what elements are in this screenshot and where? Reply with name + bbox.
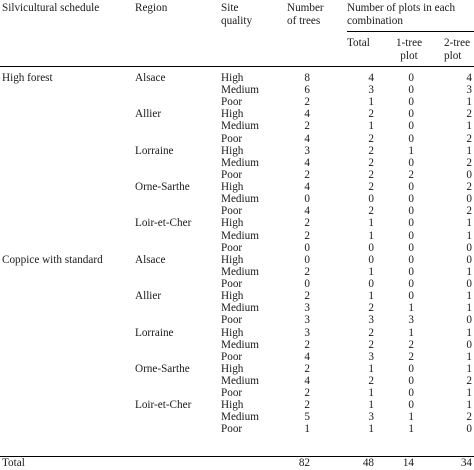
cell-plots-total: 2	[368, 375, 374, 387]
cell-two-tree: 2	[466, 375, 472, 387]
cell-trees: 2	[304, 168, 310, 181]
cell-two-tree: 2	[466, 132, 472, 145]
cell-site-quality: Medium	[221, 84, 259, 97]
cell-one-tree: 0	[408, 72, 414, 84]
cell-site-quality: High	[221, 399, 244, 412]
header-sub-one-line2: plot	[400, 50, 418, 62]
cell-two-tree: 0	[466, 278, 472, 291]
cell-trees: 1	[304, 423, 310, 436]
cell-one-tree: 0	[408, 375, 414, 387]
cell-site-quality: Poor	[221, 205, 243, 218]
cell-plots-total: 0	[368, 253, 374, 266]
header-region: Region	[135, 2, 168, 14]
cell-site-quality: Medium	[221, 302, 259, 315]
cell-one-tree: 0	[408, 362, 414, 375]
cell-trees: 2	[304, 387, 310, 400]
cell-two-tree: 0	[466, 193, 472, 206]
header-plots-line2: combination	[347, 15, 403, 27]
cell-two-tree: 1	[466, 229, 472, 242]
cell-site-quality: Medium	[221, 229, 259, 242]
cell-site-quality: High	[221, 108, 244, 121]
cell-plots-total: 0	[368, 278, 374, 291]
cell-one-tree: 0	[408, 108, 414, 121]
cell-plots-total: 1	[368, 423, 374, 436]
cell-two-tree: 2	[466, 181, 472, 194]
cell-trees: 3	[304, 314, 310, 327]
header-sub-two-line2: plot	[444, 50, 462, 62]
cell-one-tree: 0	[408, 229, 414, 242]
cell-two-tree: 0	[466, 168, 472, 181]
cell-plots-total: 1	[368, 290, 374, 303]
cell-site-quality: Poor	[221, 96, 243, 109]
cell-site-quality: Medium	[221, 120, 259, 133]
cell-site-quality: Poor	[221, 387, 243, 400]
cell-site-quality: High	[221, 72, 244, 84]
cell-one-tree: 2	[408, 338, 414, 351]
header-site-quality-line1: Site	[221, 2, 239, 14]
cell-two-tree: 1	[466, 399, 472, 412]
cell-site-quality: High	[221, 326, 244, 339]
cell-trees: 4	[304, 375, 310, 387]
region-label: Lorraine	[135, 326, 174, 339]
cell-two-tree: 3	[466, 84, 472, 97]
cell-plots-total: 2	[368, 144, 374, 157]
region-label: Alsace	[135, 253, 166, 266]
schedule-label: Coppice with standard	[2, 253, 103, 266]
cell-one-tree: 2	[408, 350, 414, 363]
cell-trees: 2	[304, 399, 310, 412]
cell-site-quality: High	[221, 144, 244, 157]
cell-site-quality: High	[221, 253, 244, 266]
cell-trees: 2	[304, 120, 310, 133]
cell-site-quality: Poor	[221, 132, 243, 145]
cell-one-tree: 0	[408, 132, 414, 145]
cell-two-tree: 1	[466, 144, 472, 157]
total-trees: 82	[298, 457, 310, 469]
header-schedule: Silvicultural schedule	[2, 2, 100, 14]
cell-site-quality: Poor	[221, 168, 243, 181]
cell-trees: 4	[304, 205, 310, 218]
cell-two-tree: 2	[466, 156, 472, 169]
cell-trees: 0	[304, 278, 310, 291]
cell-trees: 3	[304, 144, 310, 157]
cell-plots-total: 0	[368, 241, 374, 254]
total-plots: 48	[362, 457, 374, 469]
cell-one-tree: 1	[408, 423, 414, 436]
cell-two-tree: 0	[466, 423, 472, 436]
cell-trees: 2	[304, 229, 310, 242]
cell-trees: 2	[304, 217, 310, 230]
region-label: Alsace	[135, 72, 166, 84]
cell-one-tree: 0	[408, 241, 414, 254]
cell-plots-total: 1	[368, 387, 374, 400]
cell-plots-total: 2	[368, 168, 374, 181]
cell-trees: 4	[304, 108, 310, 121]
cell-plots-total: 2	[368, 338, 374, 351]
cell-one-tree: 0	[408, 253, 414, 266]
cell-two-tree: 4	[466, 72, 472, 84]
cell-one-tree: 0	[408, 181, 414, 194]
cell-site-quality: Medium	[221, 375, 259, 387]
cell-one-tree: 0	[408, 265, 414, 278]
cell-plots-total: 1	[368, 265, 374, 278]
header-site-quality-line2: quality	[221, 15, 253, 27]
cell-trees: 2	[304, 338, 310, 351]
cell-plots-total: 2	[368, 205, 374, 218]
cell-two-tree: 0	[466, 314, 472, 327]
cell-trees: 3	[304, 326, 310, 339]
cell-site-quality: Medium	[221, 338, 259, 351]
cell-plots-total: 1	[368, 96, 374, 109]
cell-plots-total: 2	[368, 156, 374, 169]
cell-plots-total: 2	[368, 132, 374, 145]
total-label: Total	[2, 457, 25, 469]
cell-one-tree: 1	[408, 411, 414, 424]
cell-site-quality: Medium	[221, 411, 259, 424]
cell-one-tree: 1	[408, 326, 414, 339]
header-sub-one-line1: 1-tree	[395, 37, 423, 49]
cell-site-quality: Poor	[221, 423, 243, 436]
schedule-label: High forest	[2, 72, 53, 84]
region-label: Orne-Sarthe	[135, 181, 190, 194]
cell-one-tree: 0	[408, 120, 414, 133]
cell-site-quality: Medium	[221, 193, 259, 206]
header-sub-total: Total	[347, 37, 370, 49]
cell-two-tree: 1	[466, 96, 472, 109]
cell-two-tree: 1	[466, 302, 472, 315]
region-label: Allier	[135, 290, 162, 303]
cell-two-tree: 0	[466, 241, 472, 254]
region-label: Allier	[135, 108, 162, 121]
cell-plots-total: 1	[368, 217, 374, 230]
cell-site-quality: Medium	[221, 156, 259, 169]
cell-trees: 2	[304, 265, 310, 278]
cell-plots-total: 2	[368, 302, 374, 315]
region-label: Orne-Sarthe	[135, 362, 190, 375]
cell-two-tree: 1	[466, 326, 472, 339]
region-label: Loir-et-Cher	[135, 217, 192, 230]
cell-trees: 6	[304, 84, 310, 97]
cell-two-tree: 1	[466, 350, 472, 363]
cell-plots-total: 3	[368, 84, 374, 97]
cell-two-tree: 1	[466, 387, 472, 400]
cell-plots-total: 2	[368, 181, 374, 194]
cell-one-tree: 0	[408, 387, 414, 400]
cell-one-tree: 0	[408, 156, 414, 169]
cell-one-tree: 1	[408, 302, 414, 315]
cell-plots-total: 1	[368, 120, 374, 133]
cell-one-tree: 0	[408, 96, 414, 109]
cell-trees: 2	[304, 96, 310, 109]
cell-two-tree: 1	[466, 217, 472, 230]
cell-plots-total: 1	[368, 229, 374, 242]
cell-trees: 0	[304, 253, 310, 266]
cell-plots-total: 2	[368, 326, 374, 339]
cell-trees: 4	[304, 156, 310, 169]
header-plots-line1: Number of plots in each	[347, 2, 456, 14]
cell-site-quality: Poor	[221, 314, 243, 327]
cell-site-quality: High	[221, 362, 244, 375]
cell-trees: 8	[304, 72, 310, 84]
header-plots-rule	[347, 31, 474, 32]
cell-one-tree: 2	[408, 168, 414, 181]
cell-site-quality: High	[221, 217, 244, 230]
cell-two-tree: 1	[466, 290, 472, 303]
cell-trees: 3	[304, 302, 310, 315]
cell-one-tree: 3	[408, 314, 414, 327]
cell-one-tree: 0	[408, 278, 414, 291]
cell-plots-total: 3	[368, 411, 374, 424]
cell-trees: 0	[304, 193, 310, 206]
cell-one-tree: 0	[408, 290, 414, 303]
cell-two-tree: 2	[466, 205, 472, 218]
region-label: Loir-et-Cher	[135, 399, 192, 412]
cell-two-tree: 2	[466, 108, 472, 121]
cell-trees: 4	[304, 350, 310, 363]
cell-trees: 2	[304, 290, 310, 303]
cell-site-quality: Poor	[221, 350, 243, 363]
cell-trees: 4	[304, 132, 310, 145]
cell-one-tree: 0	[408, 399, 414, 412]
cell-two-tree: 1	[466, 120, 472, 133]
header-bottom-rule	[0, 66, 474, 67]
cell-site-quality: High	[221, 181, 244, 194]
cell-plots-total: 4	[368, 72, 374, 84]
cell-one-tree: 0	[408, 84, 414, 97]
cell-two-tree: 0	[466, 253, 472, 266]
cell-trees: 2	[304, 362, 310, 375]
cell-trees: 5	[304, 411, 310, 424]
cell-trees: 0	[304, 241, 310, 254]
cell-site-quality: High	[221, 290, 244, 303]
cell-plots-total: 3	[368, 350, 374, 363]
cell-trees: 4	[304, 181, 310, 194]
total-one-tree: 14	[402, 457, 414, 469]
cell-one-tree: 0	[408, 205, 414, 218]
cell-plots-total: 1	[368, 362, 374, 375]
header-trees-line2: of trees	[287, 15, 321, 27]
cell-plots-total: 2	[368, 108, 374, 121]
cell-plots-total: 0	[368, 193, 374, 206]
cell-two-tree: 1	[466, 362, 472, 375]
cell-plots-total: 1	[368, 399, 374, 412]
cell-two-tree: 2	[466, 411, 472, 424]
cell-plots-total: 3	[368, 314, 374, 327]
cell-site-quality: Poor	[221, 278, 243, 291]
cell-site-quality: Poor	[221, 241, 243, 254]
cell-one-tree: 1	[408, 144, 414, 157]
total-two-tree: 34	[460, 457, 472, 469]
header-trees-line1: Number	[287, 2, 324, 14]
cell-one-tree: 0	[408, 217, 414, 230]
cell-two-tree: 0	[466, 338, 472, 351]
cell-two-tree: 1	[466, 265, 472, 278]
cell-site-quality: Medium	[221, 265, 259, 278]
cell-one-tree: 0	[408, 193, 414, 206]
region-label: Lorraine	[135, 144, 174, 157]
header-sub-two-line1: 2-tree	[444, 37, 471, 49]
